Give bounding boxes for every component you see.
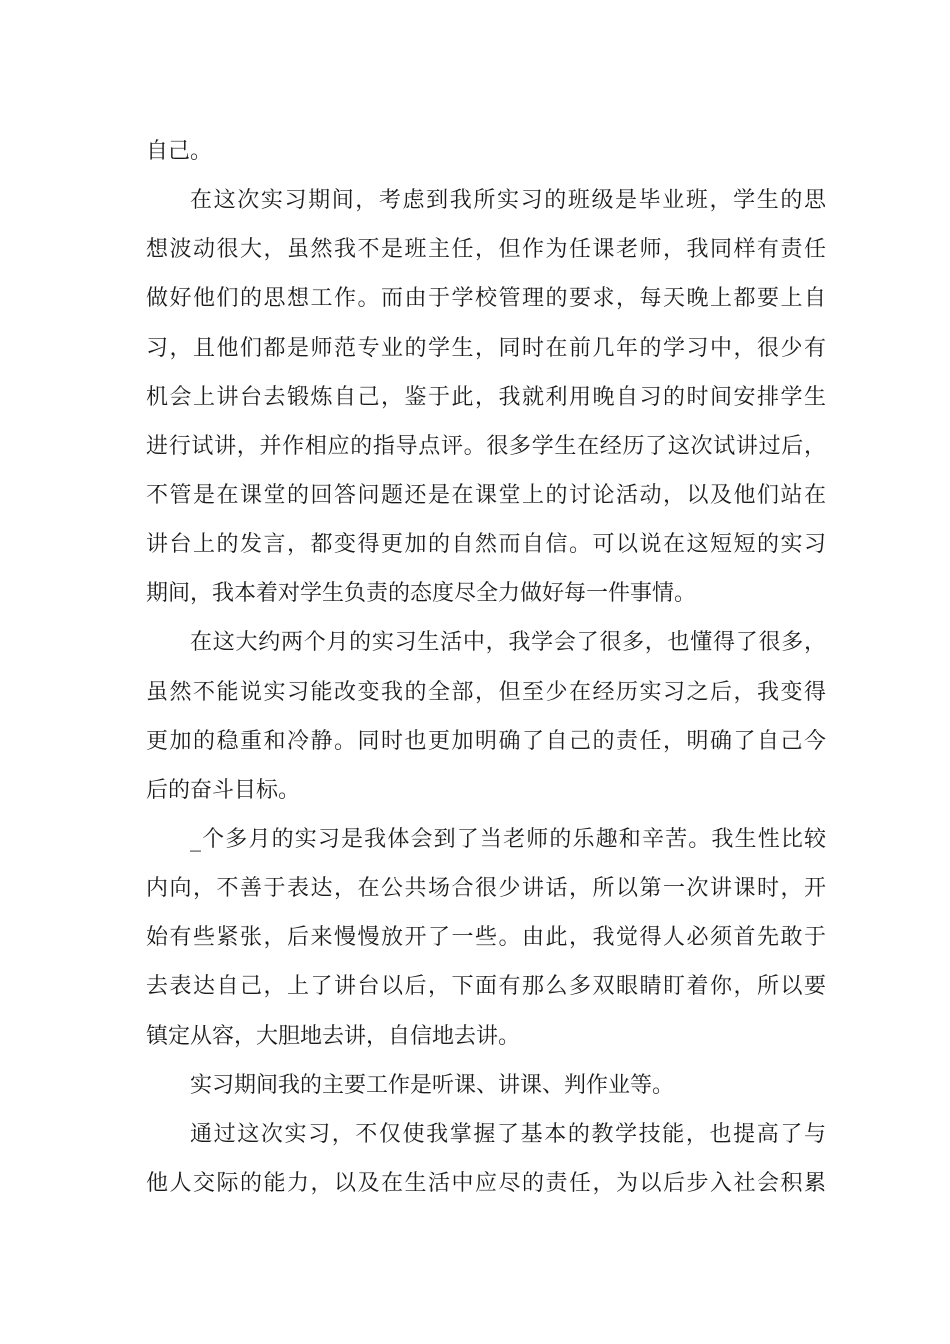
text-line-14: 后的奋斗目标。 <box>146 778 301 803</box>
text-line-16: 内向，不善于表达，在公共场合很少讲话，所以第一次讲课时，开 <box>146 876 826 901</box>
text-line-6: 机会上讲台去锻炼自己，鉴于此，我就利用晚自习的时间安排学生 <box>146 385 826 410</box>
text-line-21: 通过这次实习，不仅使我掌握了基本的教学技能，也提高了与 <box>190 1122 826 1147</box>
text-line-15: _个多月的实习是我体会到了当老师的乐趣和辛苦。我生性比较 <box>190 827 826 852</box>
text-line-18: 去表达自己，上了讲台以后，下面有那么多双眼睛盯着你，所以要 <box>146 974 826 999</box>
text-line-2: 在这次实习期间，考虑到我所实习的班级是毕业班，学生的思 <box>190 188 826 213</box>
text-line-5: 习，且他们都是师范专业的学生，同时在前几年的学习中，很少有 <box>146 336 826 361</box>
text-line-7: 进行试讲，并作相应的指导点评。很多学生在经历了这次试讲过后， <box>146 434 826 459</box>
text-line-17: 始有些紧张，后来慢慢放开了一些。由此，我觉得人必须首先敢于 <box>146 925 826 950</box>
text-line-3: 想波动很大，虽然我不是班主任，但作为任课老师，我同样有责任 <box>146 237 826 262</box>
text-line-8: 不管是在课堂的回答问题还是在课堂上的讨论活动，以及他们站在 <box>146 483 826 508</box>
text-line-13: 更加的稳重和冷静。同时也更加明确了自己的责任，明确了自己今 <box>146 729 826 754</box>
text-line-20: 实习期间我的主要工作是听课、讲课、判作业等。 <box>190 1073 675 1098</box>
text-line-19: 镇定从容，大胆地去讲，自信地去讲。 <box>146 1024 521 1049</box>
text-line-12: 虽然不能说实习能改变我的全部，但至少在经历实习之后，我变得 <box>146 680 826 705</box>
text-line-11: 在这大约两个月的实习生活中，我学会了很多，也懂得了很多， <box>190 630 826 655</box>
text-line-22: 他人交际的能力，以及在生活中应尽的责任，为以后步入社会积累 <box>146 1171 826 1196</box>
text-line-10: 期间，我本着对学生负责的态度尽全力做好每一件事情。 <box>146 581 697 606</box>
text-line-4: 做好他们的思想工作。而由于学校管理的要求，每天晚上都要上自 <box>146 286 826 311</box>
text-line-1: 自己。 <box>146 139 213 164</box>
text-line-9: 讲台上的发言，都变得更加的自然而自信。可以说在这短短的实习 <box>146 532 826 557</box>
